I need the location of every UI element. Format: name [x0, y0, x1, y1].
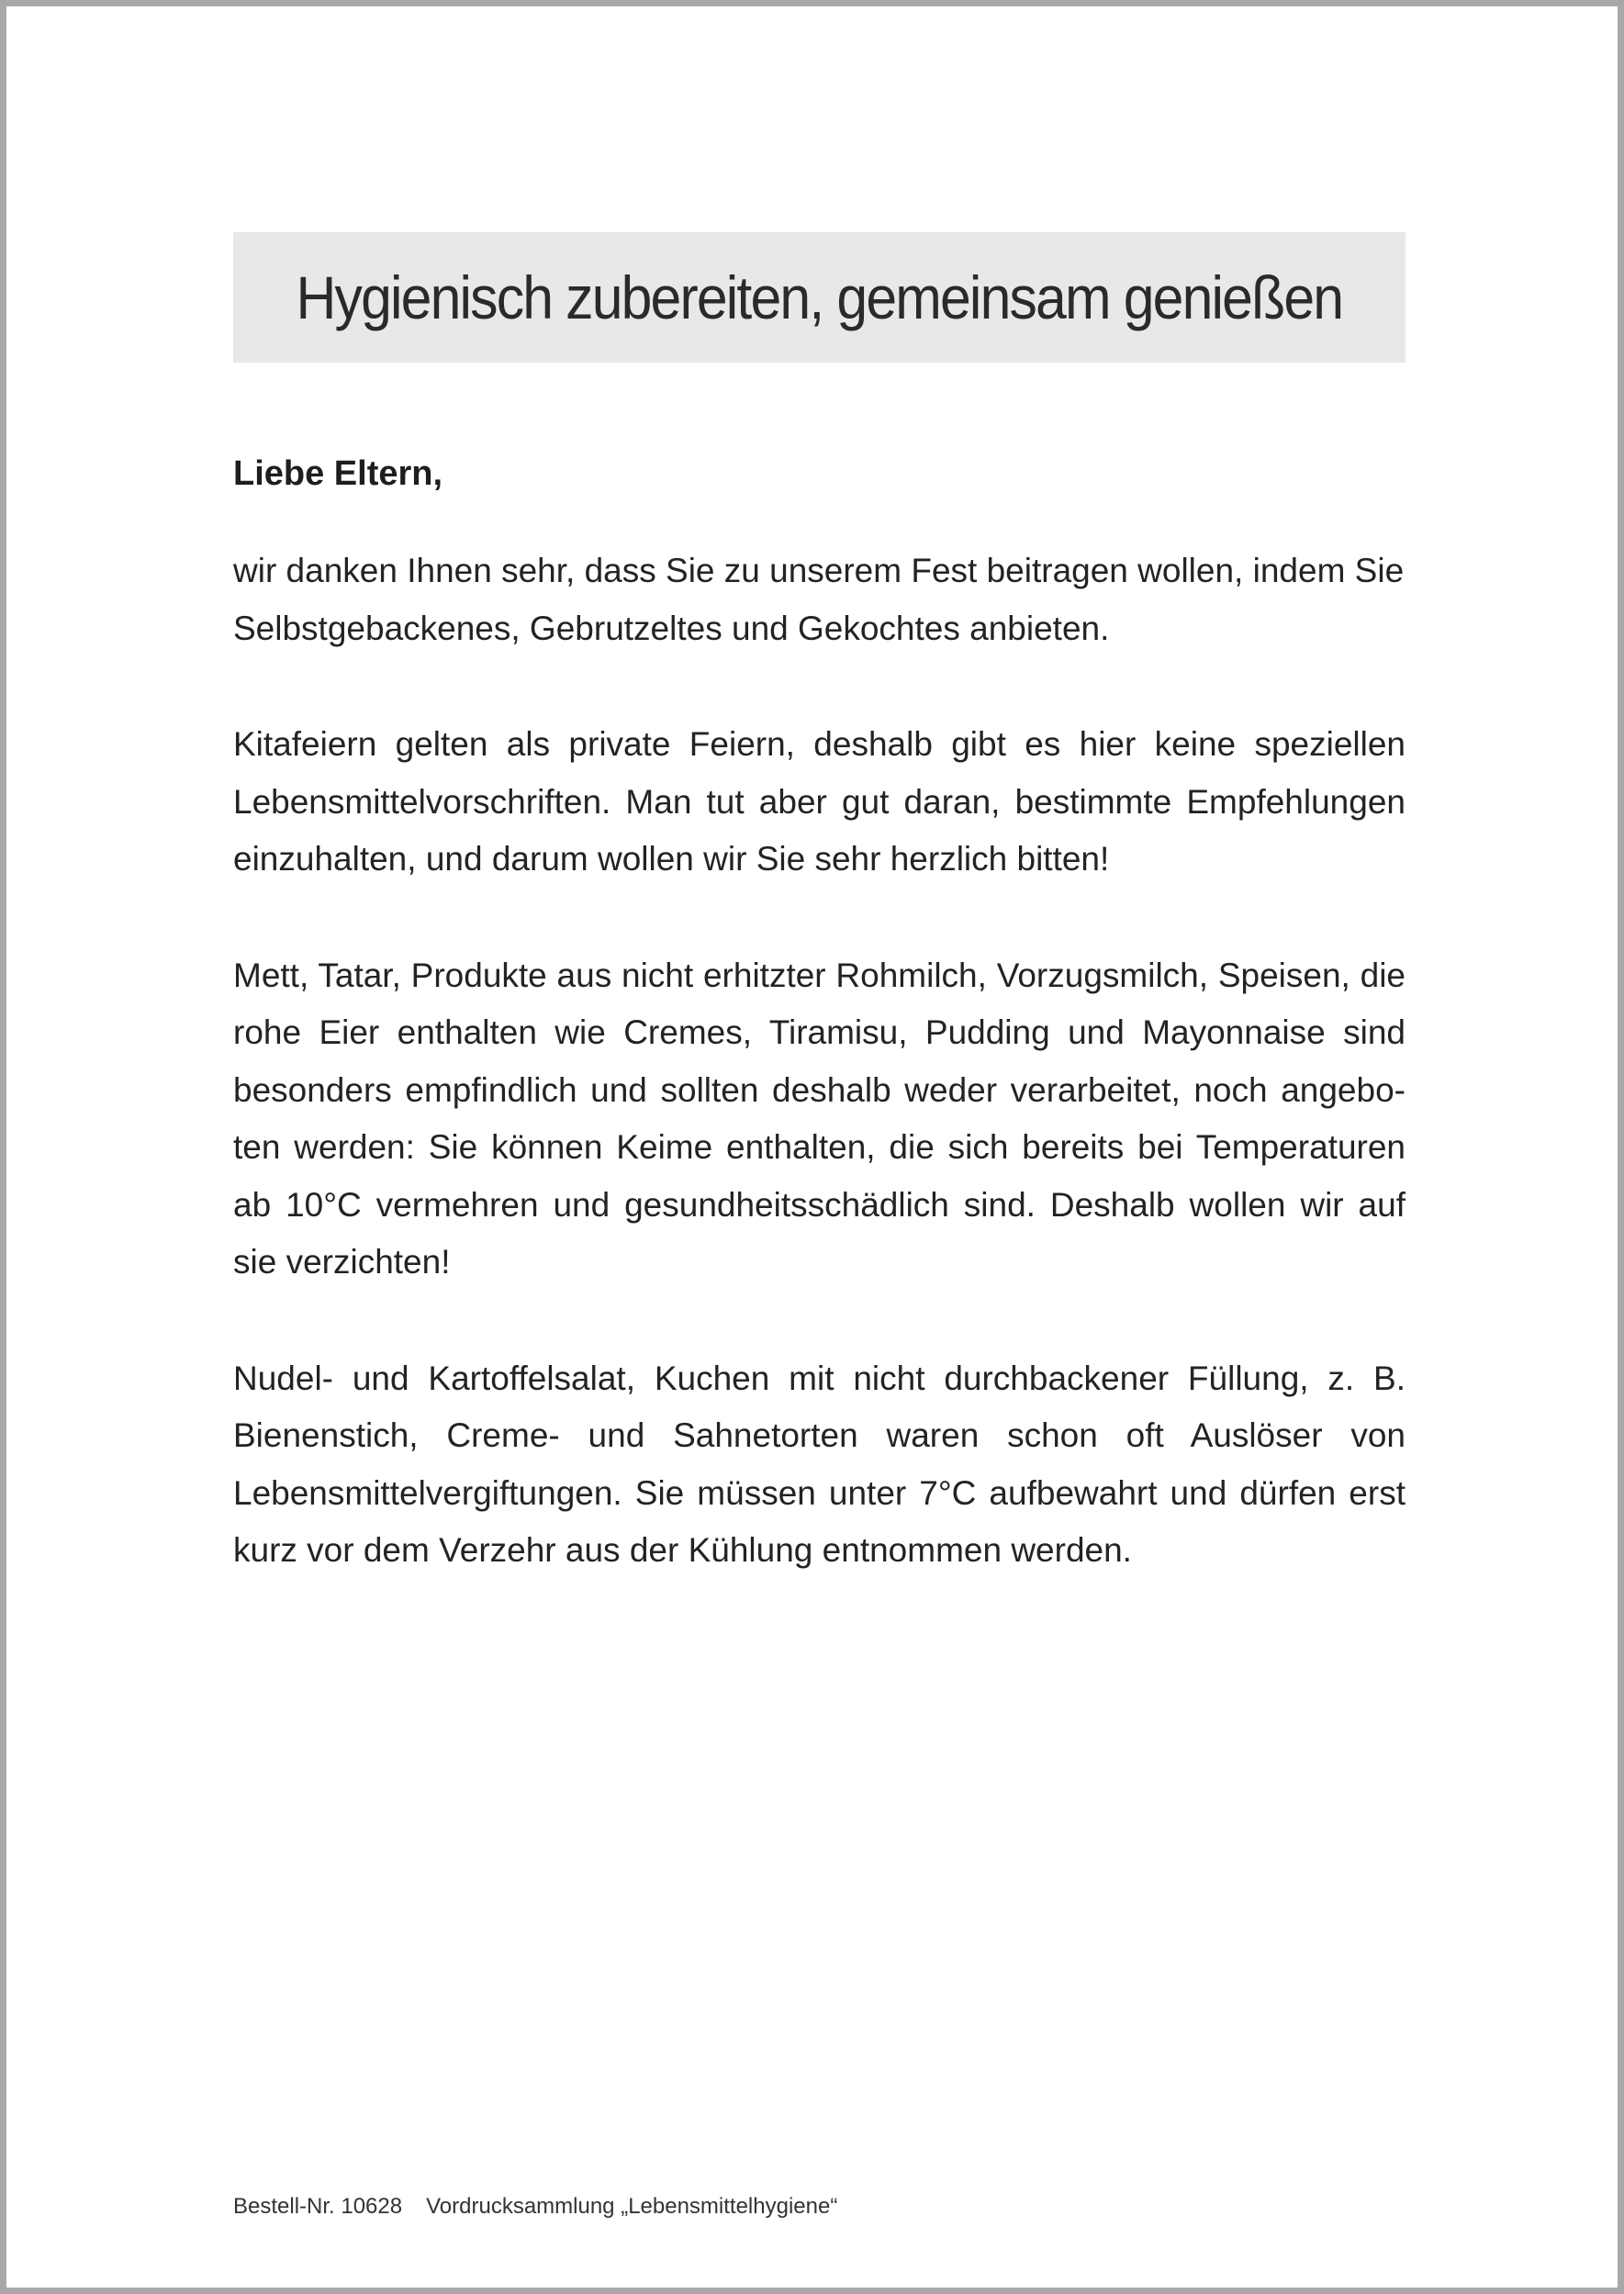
- letter-body: [233, 445, 1406, 1639]
- paragraph-sensitive-foods: Mett, Tatar, Produkte aus nicht erhitzter Rohmilch, Vorzugsmilch, Speisen, die rohe Eier enthalten wie Cremes, Tiramisu, Pudding und Mayonnaise sind besonders empfindlich und sollten deshalb weder verarbeitet, noch angeboten werden: Sie können Keime enthalten, die sich bereits bei Temperaturen ab 10°C vermehren und gesundheitsschädlich sind. Deshalb wollen wir auf sie verzichten!: [233, 956, 1406, 1281]
- paragraph-food-poisoning: Nudel- und Kartoffelsalat, Kuchen mit nicht durchbackener Füllung, z. B. Bienenstich, Creme- und Sahnetorten waren schon oft Auslöser von Lebensmittelvergiftungen. Sie müssen unter 7°C aufbewahrt und dürfen erst kurz vor dem Verzehr aus der Kühlung entnommen werden.: [233, 1359, 1406, 1569]
- page-title: Hygienisch zubereiten, gemeinsam genießen: [296, 263, 1343, 331]
- title-banner: [233, 232, 1406, 363]
- salutation: Liebe Eltern,: [233, 454, 443, 493]
- footer-collection-title: Vordrucksammlung „Lebensmittelhygiene“: [426, 2194, 838, 2219]
- paragraph-private-celebrations: Kitafeiern gelten als private Feiern, deshalb gibt es hier keine speziellen Lebensmittelvorschriften. Man tut aber gut daran, bestimmte Empfehlungen einzuhalten, und darum wollen wir Sie sehr herzlich bitten!: [233, 725, 1406, 878]
- footer: [233, 2194, 837, 2220]
- footer-order-number: Bestell-Nr. 10628: [233, 2194, 403, 2219]
- paragraph-thanks: wir danken Ihnen sehr, dass Sie zu unserem Fest beitragen wollen, indem Sie Selbstgebackenes, Gebrutzeltes und Gekochtes anbieten.: [233, 552, 1405, 647]
